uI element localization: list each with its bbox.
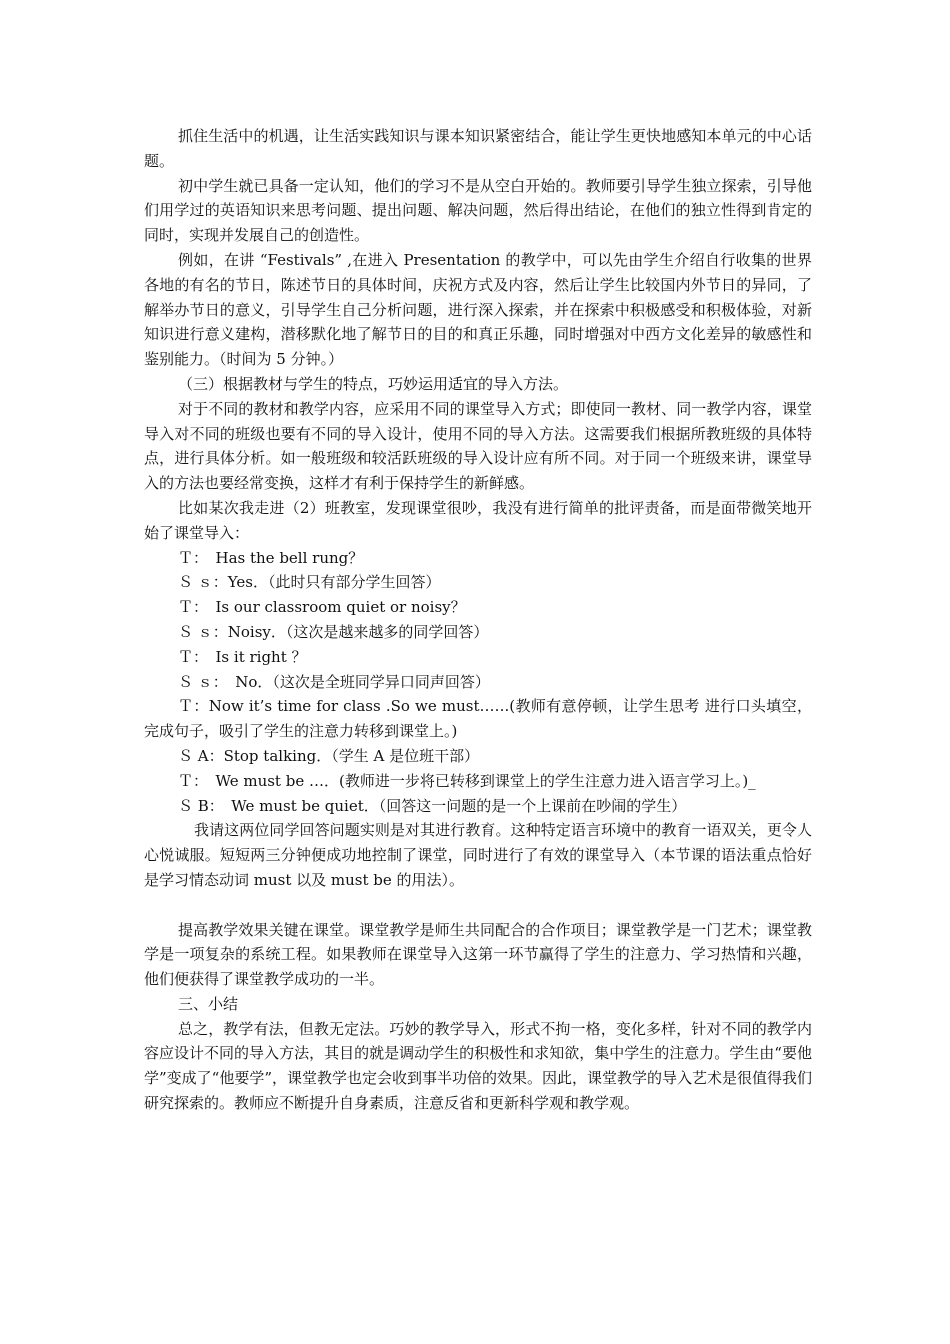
dialogue-line: Ｔ： Is our classroom quiet or noisy？ [178,598,466,617]
dialogue-line: Ｓ B： We must be quiet．（回答这一问题的是一个上课前在吵闹的学生） [178,796,687,815]
dialogue-line: Ｓ A：Stop talking．（学生 A 是位班干部） [178,746,480,765]
paragraph-conclusion: 总之，教学有法，但教无定法。巧妙的教学导入，形式不拘一格，变化多样，针对不同的教学内容应设计不同的导入方法，其目的就是调动学生的积极性和求知欲，集中学生的注意力。学生由“要他学”变成了“他要学”，课堂教学也定会收到事半功倍的效果。因此，课堂教学的导入艺术是很值得我们研究探索的。教师应不断提升自身素质，注意反省和更新科学观和教学观。 [144,1019,813,1113]
dialogue-line: Ｓ ｓ： No．（这次是全班同学异口同声回答） [178,672,490,691]
document-body [144,124,812,1116]
section-heading-3: （三）根据教材与学生的特点，巧妙运用适宜的导入方法。 [178,374,569,393]
blank-line [144,893,812,918]
paragraph-festivals-example: 例如，在讲 “Festivals” ,在进入 Presentation 的教学中，可以先由学生介绍自行收集的世界各地的有名的节日，陈述节日的具体时间，庆祝方式及内容，然后让学生比较国内外节日的异同，了解举办节日的意义，引导学生自己分析问题，进行深入探索，并在探索中积极感受和积极体验，对新知识进行意义建构，潜移默化地了解节日的目的和真正乐趣，同时增强对中西方文化差异的敏感性和鉴别能力。（时间为 5 分钟。） [144,250,812,369]
dialogue-line: Ｔ： Has the bell rung？ [178,548,364,567]
paragraph-education-effect: 我请这两位同学回答问题实则是对其进行教育。这种特定语言环境中的教育一语双关，更令人心悦诚服。短短两三分钟便成功地控制了课堂，同时进行了有效的课堂导入（本节课的语法重点恰好是学习情态动词 must 以及 must be 的用法）。 [144,821,812,889]
dialogue-line: Ｓ ｓ：Noisy．（这次是越来越多的同学回答） [178,622,489,641]
dialogue-line: Ｔ： We must be …．(教师进一步将已转移到课堂上的学生注意力进入语言学习上。)_ [178,771,756,790]
paragraph-class-example: 比如某次我走进（2）班教室，发现课堂很吵，我没有进行简单的批评责备，而是面带微笑地开始了课堂导入： [144,498,812,542]
paragraph-different-methods: 对于不同的教材和教学内容，应采用不同的课堂导入方式；即使同一教材、同一教学内容，课堂导入对不同的班级也要有不同的导入设计，使用不同的导入方法。这需要我们根据所教班级的具体特点，进行具体分析。如一般班级和较活跃班级的导入设计应有所不同。对于同一个班级来讲，课堂导入的方法也要经常变换，这样才有利于保持学生的新鲜感。 [144,399,812,493]
paragraph-classroom-key: 提高教学效果关键在课堂。课堂教学是师生共同配合的合作项目；课堂教学是一门艺术；课堂教学是一项复杂的系统工程。如果教师在课堂导入这第一环节赢得了学生的注意力、学习热情和兴趣，他们便获得了课堂教学成功的一半。 [144,920,812,989]
dialogue-line: Ｔ：Now it’s time for class .So we must…‥.(教师有意停顿，让学生思考 进行口头填空，完成句子，吸引了学生的注意力转移到课堂上。) [144,697,812,741]
paragraph-life-opportunity: 抓住生活中的机遇，让生活实践知识与课本知识紧密结合，能让学生更快地感知本单元的中心话题。 [144,127,812,170]
dialogue-line: Ｔ： Is it right ？ [178,647,307,666]
dialogue-line: Ｓ ｓ：Yes．（此时只有部分学生回答） [178,573,441,592]
paragraph-student-cognition: 初中学生就已具备一定认知，他们的学习不是从空白开始的。教师要引导学生独立探索，引导他们用学过的英语知识来思考问题、提出问题、解决问题，然后得出结论，在他们的独立性得到肯定的同时，实现并发展自己的创造性。 [144,176,812,245]
section-heading-summary: 三、小结 [178,994,239,1013]
